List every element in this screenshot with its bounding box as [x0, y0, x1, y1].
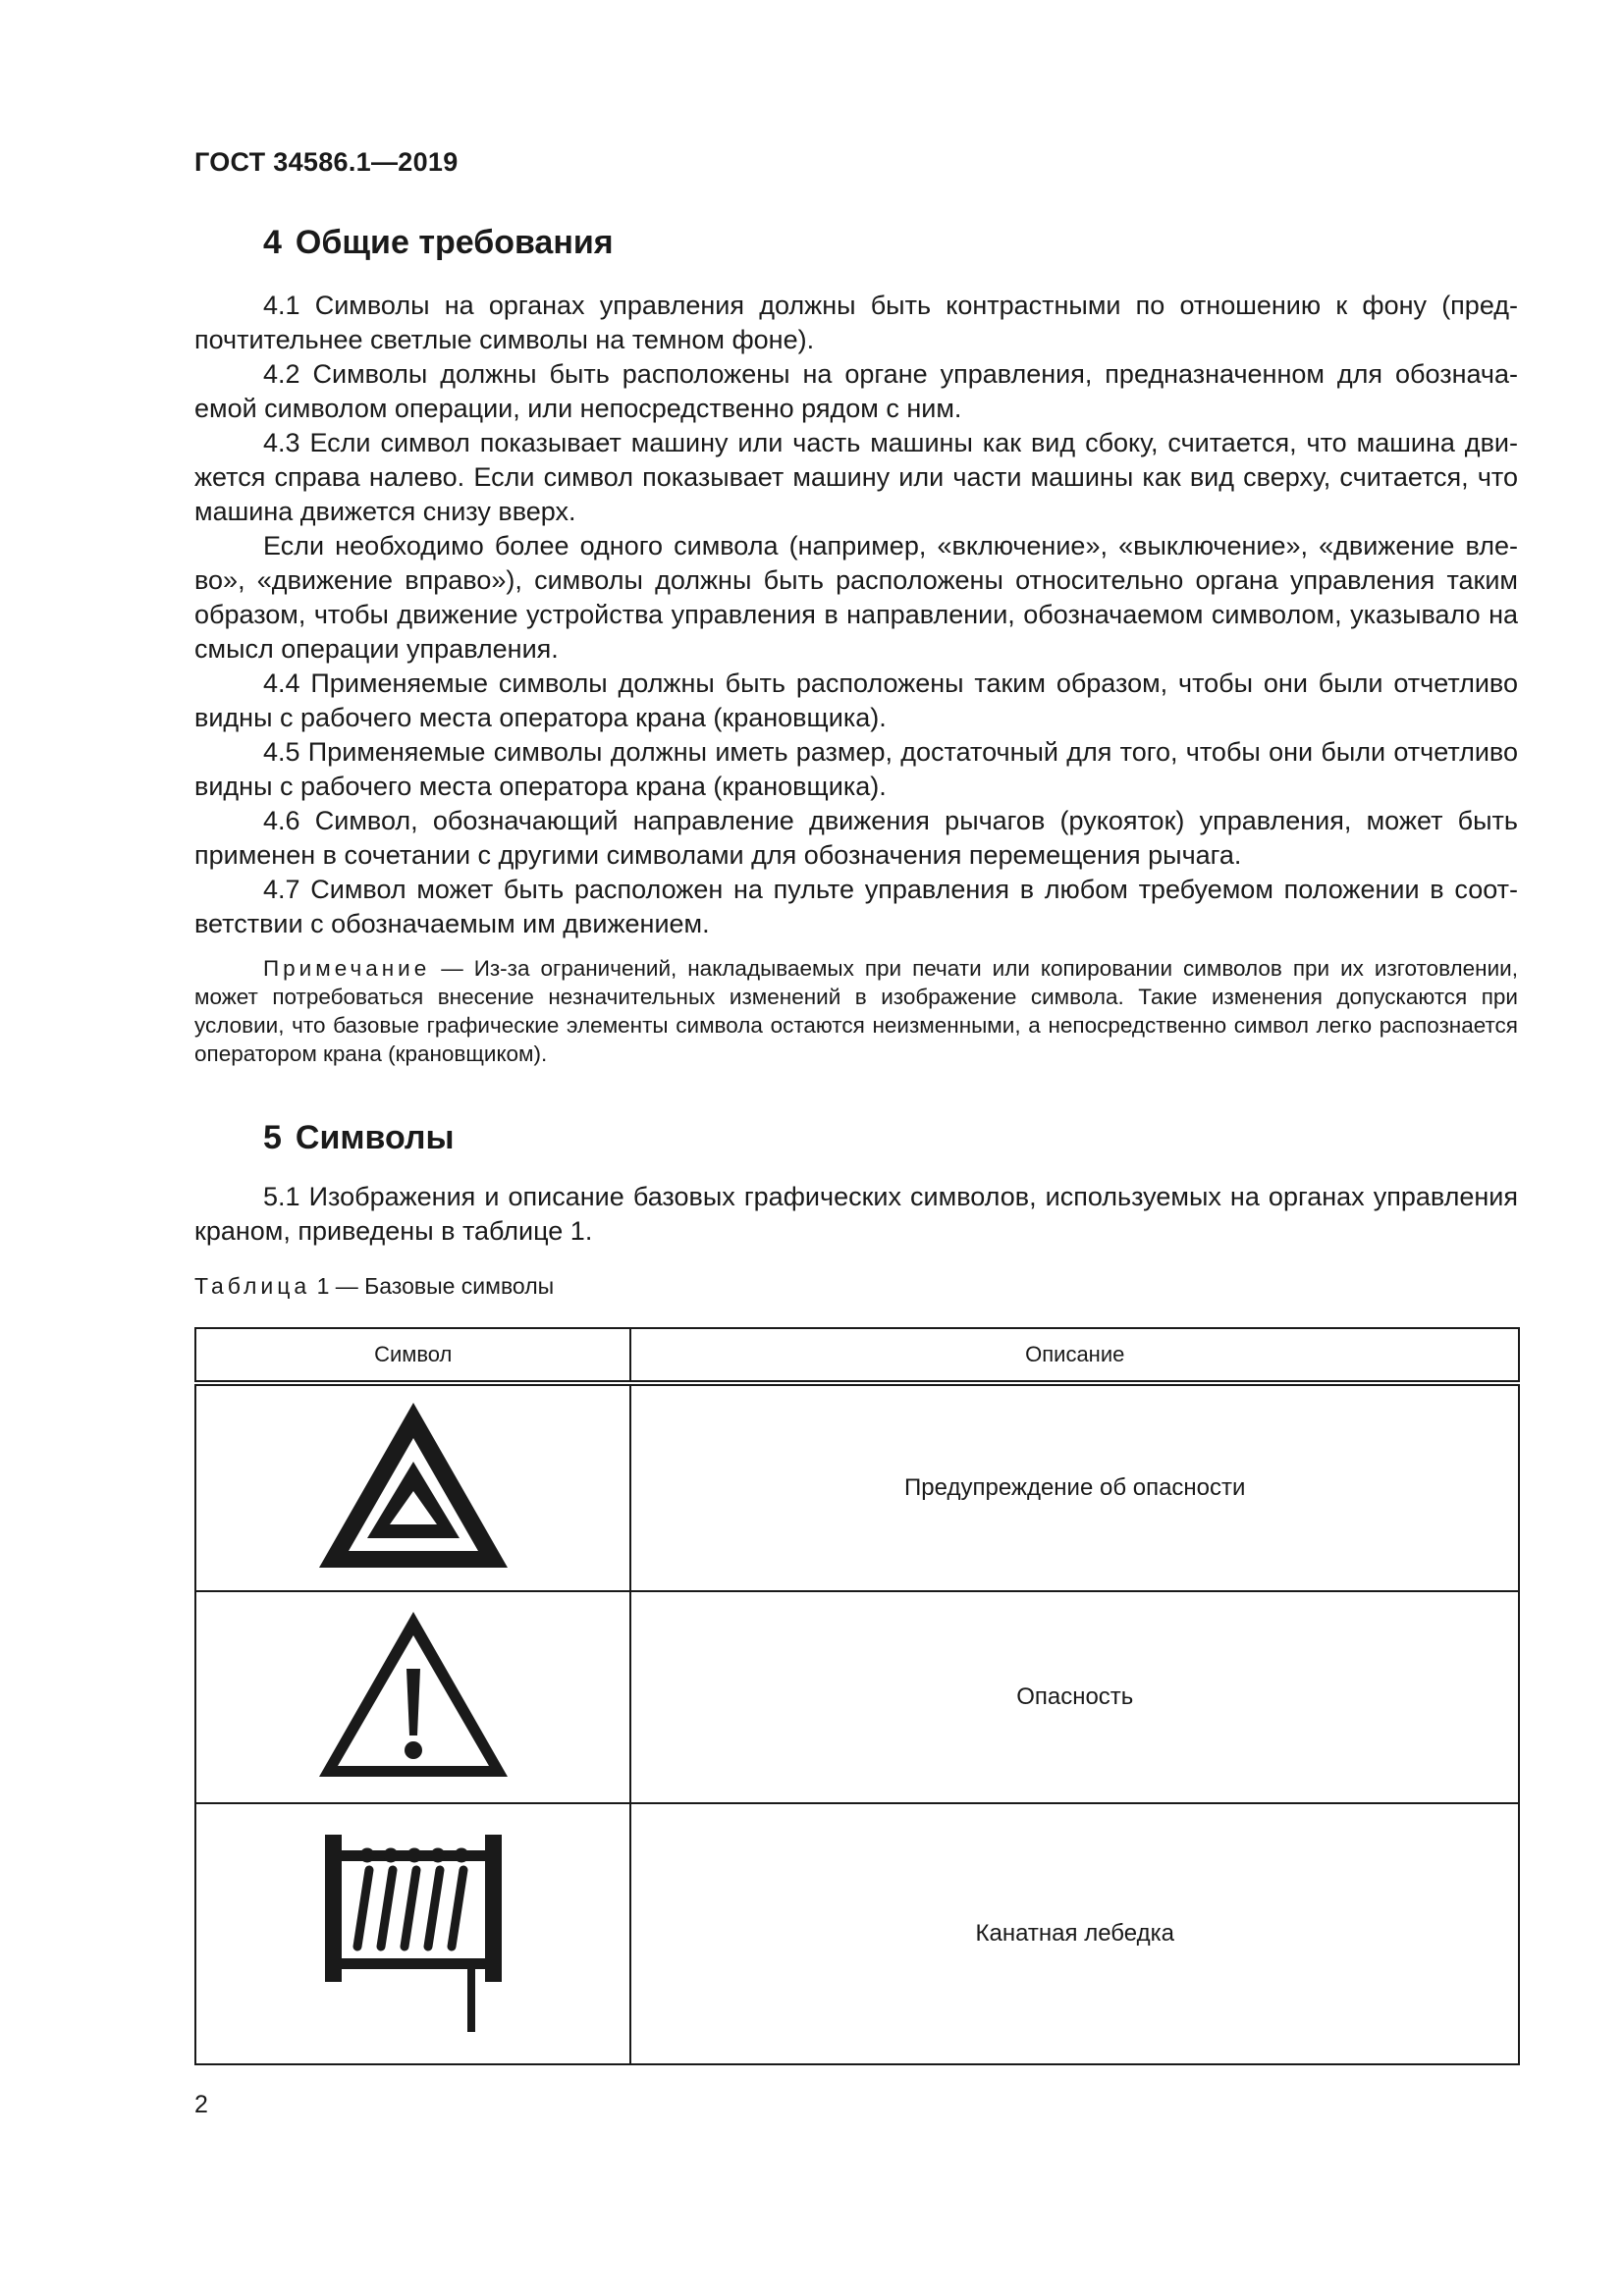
- paragraph: 4.1 Символы на органах управления должны быть контрастными по отношению к фону (предпочтительнее светлые символы на темном фоне).: [194, 291, 1518, 354]
- section-4-title: Общие требования: [295, 224, 614, 261]
- column-header-symbol: Символ: [195, 1328, 630, 1383]
- paragraph: Если необходимо более одного символа (например, «включение», «выключение», «движение влево», «движение вправо»), символы должны быть расположены относительно органа управления таким образом, чтобы движение устройства управления в направлении, обозначаемом символом, указывало на смысл операции управления.: [194, 531, 1518, 664]
- document-code: ГОСТ 34586.1—2019: [194, 147, 459, 177]
- section-4-heading: [263, 224, 614, 262]
- table-caption: [194, 1273, 554, 1300]
- section-5-heading: [263, 1119, 455, 1157]
- paragraph: 4.3 Если символ показывает машину или часть машины как вид сбоку, считается, что машина движется справа налево. Если символ показывает машину или части машины как вид сверху, считается, что машина движется снизу вверх.: [194, 428, 1518, 526]
- paragraph: 5.1 Изображения и описание базовых графических символов, используемых на органах управления краном, приведены в таблице 1.: [194, 1182, 1518, 1246]
- description-cell: Предупреждение об опасности: [630, 1383, 1519, 1591]
- description-cell: Канатная лебедка: [630, 1803, 1519, 2064]
- table-row: [195, 1383, 1519, 1591]
- section-5-number: 5: [263, 1119, 282, 1156]
- symbol-cell: [195, 1591, 630, 1803]
- paragraph: 4.7 Символ может быть расположен на пульте управления в любом требуемом положении в соответствии с обозначаемым им движением.: [194, 875, 1518, 938]
- page-number: 2: [194, 2091, 208, 2118]
- column-header-description: Описание: [630, 1328, 1519, 1383]
- danger-exclamation-triangle-icon: [315, 1608, 512, 1783]
- paragraph: 4.2 Символы должны быть расположены на органе управления, предназначенном для обозначаемой символом операции, или непосредственно рядом с ним.: [194, 359, 1518, 423]
- note-block: [194, 954, 1518, 1068]
- paragraph: 4.4 Применяемые символы должны быть расположены таким образом, чтобы они были отчетливо видны с рабочего места оператора крана (крановщика).: [194, 668, 1518, 732]
- section-4-body: [194, 289, 1518, 941]
- symbols-table: [194, 1327, 1520, 2065]
- paragraph: 4.5 Применяемые символы должны иметь размер, достаточный для того, чтобы они были отчетливо видны с рабочего места оператора крана (крановщика).: [194, 737, 1518, 801]
- paragraph: 4.6 Символ, обозначающий направление движения рычагов (рукояток) управления, может быть применен в сочетании с другими символами для обозначения перемещения рычага.: [194, 806, 1518, 870]
- section-5-body: [194, 1180, 1518, 1249]
- note-label: Примечание: [263, 956, 431, 981]
- table-caption-text: 1 — Базовые символы: [310, 1273, 555, 1299]
- rope-winch-icon: [320, 1829, 507, 2035]
- symbol-cell: [195, 1383, 630, 1591]
- table-row: [195, 1803, 1519, 2064]
- table-row: [195, 1591, 1519, 1803]
- symbol-cell: [195, 1803, 630, 2064]
- table-header-row: [195, 1328, 1519, 1383]
- section-4-number: 4: [263, 224, 282, 261]
- section-5-title: Символы: [295, 1119, 455, 1156]
- table-caption-label: Таблица: [194, 1273, 311, 1299]
- description-cell: Опасность: [630, 1591, 1519, 1803]
- hazard-warning-triangle-icon: [315, 1399, 512, 1574]
- note-text: — Из-за ограничений, накладываемых при печати или копировании символов при их изготовлении, может потребоваться внесение незначительных изменений в изображение символа. Такие изменения допускаются при условии, что базовые графические элементы символа остаются неизменными, а непосредственно символ легко распознается оператором крана (крановщиком).: [194, 956, 1518, 1066]
